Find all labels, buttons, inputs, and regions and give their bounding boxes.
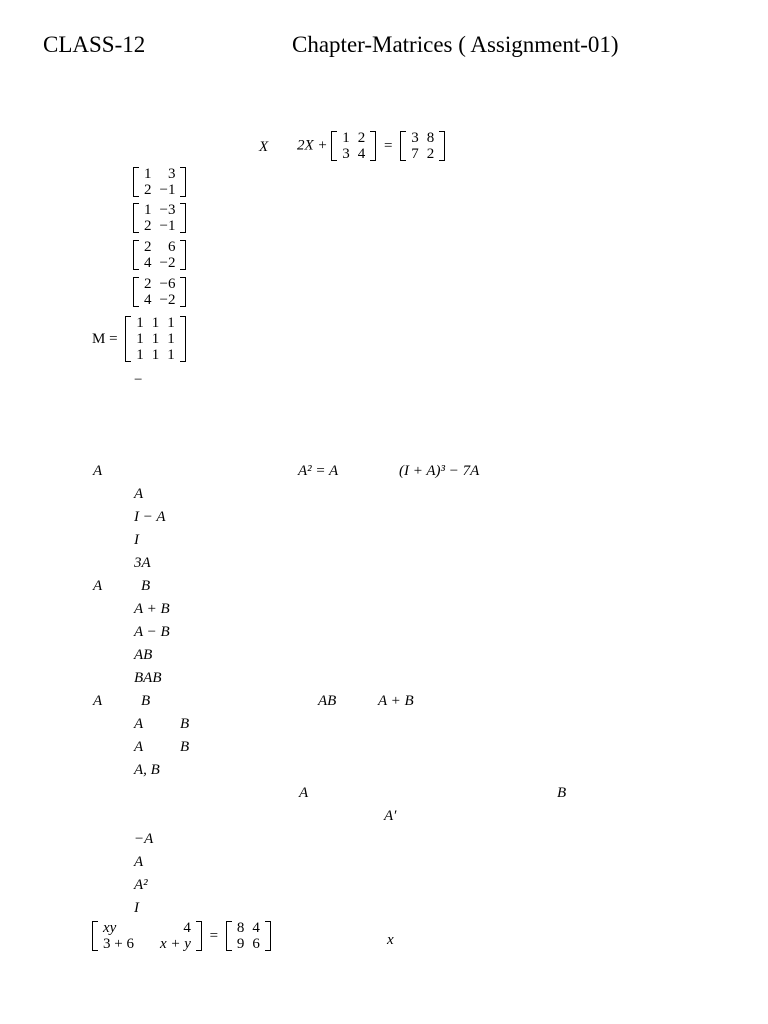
q5-option-a-first: A xyxy=(134,716,144,732)
q3-option-a: A xyxy=(134,486,144,502)
q1-option-d: 2 −6 4 −2 xyxy=(133,276,186,308)
q1-option-b: 1 −3 2 −1 xyxy=(133,202,186,234)
q5-option-b-first: A xyxy=(134,739,144,755)
q4-option-c: AB xyxy=(134,647,153,663)
q7-rhs-matrix: 8 4 9 6 xyxy=(226,920,271,952)
q3-option-d: 3A xyxy=(134,555,151,571)
q4-option-b: A − B xyxy=(134,624,170,640)
q1-equals: = xyxy=(384,137,393,154)
q7-variable: x xyxy=(387,932,394,948)
q2-label: M = xyxy=(92,330,118,347)
q1-option-c: 2 6 4 −2 xyxy=(133,239,186,271)
q6-option-c: A² xyxy=(134,877,148,893)
q6-option-d: I xyxy=(134,900,139,916)
q6-option-a: −A xyxy=(134,831,154,847)
q5-a-plus-b: A + B xyxy=(378,693,414,709)
q7-lhs-matrix: xy 4 3 + 6 x + y xyxy=(92,920,202,952)
q1-matrix-a: 1 2 3 4 xyxy=(331,130,376,162)
q6-a-prime: A′ xyxy=(384,808,397,824)
q5-ab: AB xyxy=(318,693,337,709)
q6-option-b: A xyxy=(134,854,144,870)
q1-equation xyxy=(297,130,445,162)
q3-condition: A² = A xyxy=(298,463,339,479)
q1-matrix-b: 3 8 7 2 xyxy=(400,130,445,162)
q7-equals: = xyxy=(209,927,219,944)
q3-option-c: I xyxy=(134,532,139,548)
q5-b: B xyxy=(141,693,151,709)
q3-a: A xyxy=(93,463,103,479)
q5-a: A xyxy=(93,693,103,709)
q5-option-a-second: B xyxy=(180,716,190,732)
q4-option-d: BAB xyxy=(134,670,162,686)
q3-expression: (I + A)³ − 7A xyxy=(399,463,480,479)
q2-matrix-m: M = 1 1 1 1 1 1 1 1 1 xyxy=(92,315,186,363)
q6-a: A xyxy=(299,785,309,801)
q5-option-b-second: B xyxy=(180,739,190,755)
q1-variable: X xyxy=(259,139,269,155)
q4-b: B xyxy=(141,578,151,594)
chapter-title: Chapter-Matrices ( Assignment-01) xyxy=(292,32,619,57)
class-label: CLASS-12 xyxy=(43,32,146,57)
q6-b: B xyxy=(557,785,567,801)
q4-a: A xyxy=(93,578,103,594)
q1-option-a: 1 3 2 −1 xyxy=(133,166,186,198)
q1-lhs-prefix: 2X + xyxy=(297,137,328,154)
q4-option-a: A + B xyxy=(134,601,170,617)
q7-equation xyxy=(92,920,271,952)
q5-option-c: A, B xyxy=(134,762,160,778)
q3-option-b: I − A xyxy=(134,509,166,525)
q2-dash: − xyxy=(134,372,143,388)
